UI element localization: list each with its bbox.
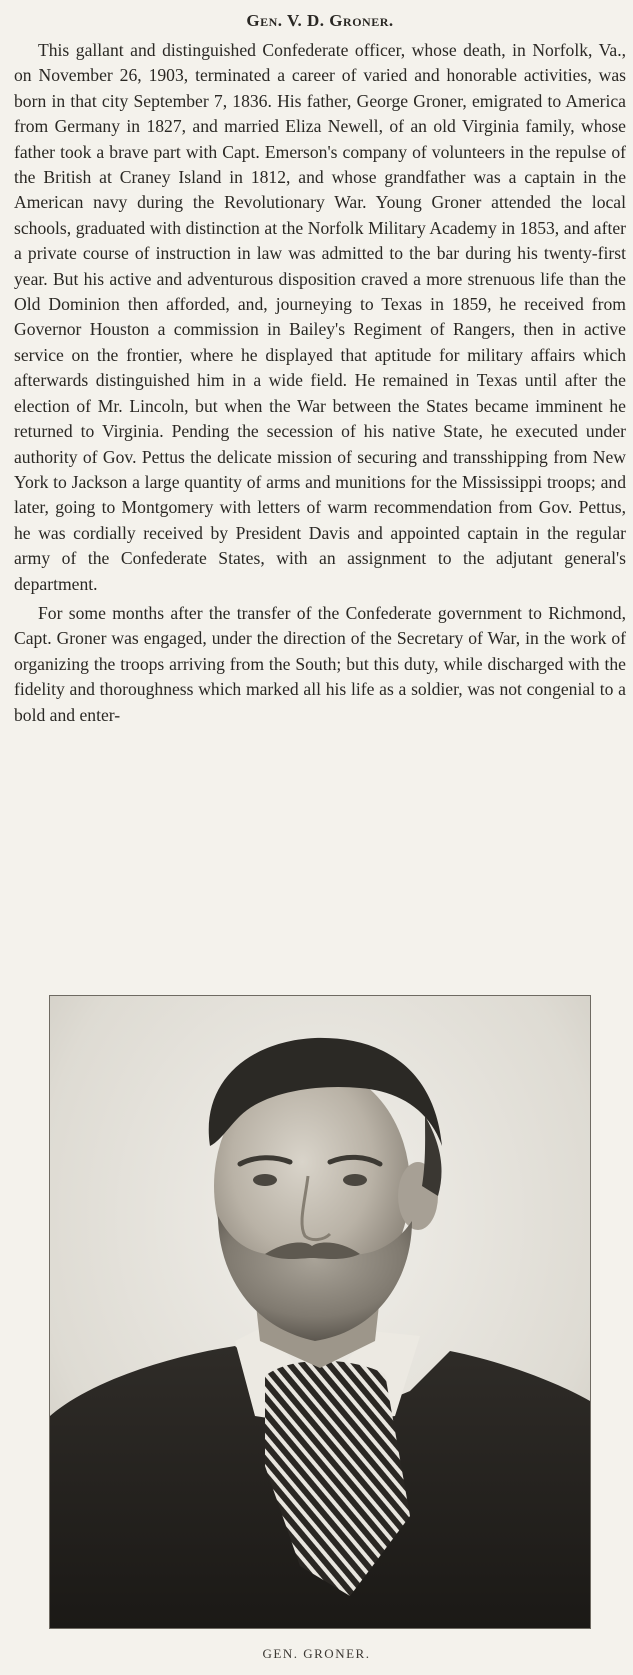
portrait-photo bbox=[49, 995, 591, 1629]
article-paragraph-2: For some months after the transfer of the Confederate government to Richmond, Capt. Groner was engaged, under the direction of the Secretary of War, in the work of organizing the troops arriving from the South; but this duty, while discharged with the fidelity and thoroughness which marked all his life as a soldier, was not congenial to a bold and enter- bbox=[14, 602, 626, 725]
portrait-caption: GEN. GRONER. bbox=[262, 1646, 371, 1661]
article-page bbox=[14, 10, 626, 728]
article-title: Gen. V. D. Groner. bbox=[246, 11, 394, 30]
article-paragraph-1: This gallant and distinguished Confederate officer, whose death, in Norfolk, Va., on November 26, 1903, terminated a career of varied and honorable activities, was born in that city September 7, 1836. His father, George Groner, emigrated to America from Germany in 1827, and married Eliza Newell, of an old Virginia family, whose father took a brave part with Capt. Emerson's company of volunteers in the repulse of the British at Craney Island in 1812, and whose grandfather was a captain in the American navy during the Revolutionary War. Young Groner attended the local schools, graduated with distinction at the Norfolk Military Academy in 1853, and after a private course of instruction in law was admitted to the bar during his twenty-first year. But his active and adventurous disposition craved a more strenuous life than the Old Dominion then afforded, and, journeying to Texas in 1859, he received from Governor Houston a commission in Bailey's Regiment of Rangers, then in active service on the frontier, where he displayed that aptitude for military affairs which afterwards distinguished him in a wide field. He remained in Texas until after the election of Mr. Lincoln, but when the War between the States became imminent he returned to Virginia. Pending the secession of his native State, he executed under authority of Gov. Pettus the delicate mission of securing and transshipping from New York to Jackson a large quantity of arms and munitions for the Mississippi troops; and later, going to Montgomery with letters of warm recommendation from Gov. Pettus, he was cordially received by President Davis and appointed captain in the regular army of the Confederate States, with an assignment to the adjutant general's department. bbox=[14, 40, 626, 594]
